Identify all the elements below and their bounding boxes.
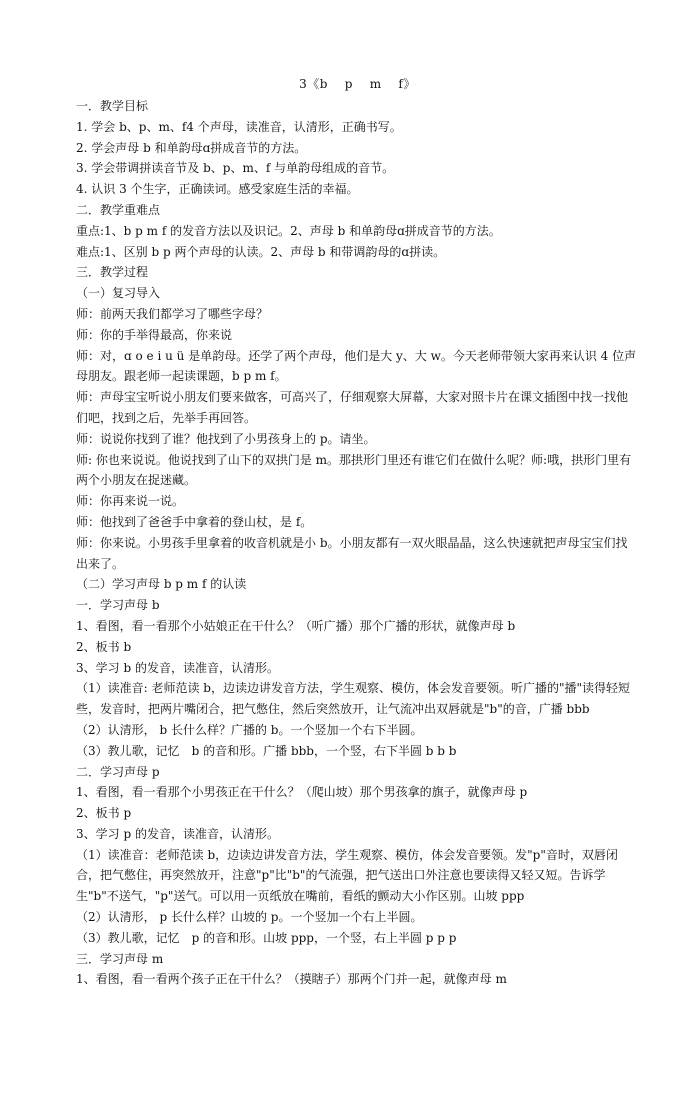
text-line: 三．教学过程 [76, 265, 149, 280]
text-line: 1、看图，看一看那个小男孩正在干什么？（爬山坡）那个男孩拿的旗子，就像声母 p [76, 785, 528, 800]
text-line: （一）复习导入 [76, 286, 161, 301]
document-title: 3《b p m f》 [299, 77, 416, 91]
text-line: 二．学习声母 p [76, 764, 160, 779]
text-line: 师：你来说。小男孩手里拿着的收音机就是小 b。小朋友都有一双火眼晶晶，这么快速就把声母宝宝们找出来了。 [76, 535, 628, 571]
text-line: 三．学习声母 m [76, 951, 164, 966]
text-line: （2）认清形， b 长什么样？广播的 b。一个竖加一个右下半圆。 [76, 722, 423, 737]
text-line: 2、板书 b [76, 639, 132, 654]
text-line: 1、看图，看一看那个小姑娘正在干什么？（听广播）那个广播的形状，就像声母 b [76, 618, 516, 633]
text-line: 重点:1、b p m f 的发音方法以及识记。2、声母 b 和单韵母ɑ拼成音节的方法。 [76, 223, 501, 238]
text-line: （3）教儿歌，记忆 b 的音和形。广播 bbb，一个竖，右下半圆 b b b [76, 743, 457, 758]
text-line: （二）学习声母 b p m f 的认读 [76, 577, 247, 592]
text-line: 3. 学会带调拼读音节及 b、p、m、f 与单韵母组成的音节。 [76, 161, 395, 176]
text-line: 一．学习声母 b [76, 598, 160, 613]
text-line: 2、板书 p [76, 806, 132, 821]
text-line: 师: 你也来说说。他说找到了山下的双拱门是 m。那拱形门里还有谁它们在做什么呢？师:哦，拱形门里有两个小朋友在捉迷藏。 [76, 452, 632, 488]
text-line: 2. 学会声母 b 和单韵母ɑ拼成音节的方法。 [76, 140, 307, 155]
text-line: （3）教儿歌，记忆 p 的音和形。山坡 ppp，一个竖，右上半圆 p p p [76, 930, 457, 945]
text-line: 4. 认识 3 个生字，正确读词。感受家庭生活的幸福。 [76, 182, 359, 197]
text-line: （1）读准音：老师范读 b，边读边讲发音方法，学生观察、模仿，体会发音要领。发"p"音时，双唇闭合，把气憋住，再突然放开，注意"p"比"b"的气流强，把气送出口外注意也要读得又轻又短。告诉学生"b"不送气，"p"送气。可以用一页纸放在嘴前，看纸的颤动大小作区别。山坡 ppp [76, 847, 618, 904]
text-line: 3、学习 p 的发音，读准音，认清形。 [76, 826, 279, 841]
text-line: 师：对，ɑ o e i u ü 是单韵母。还学了两个声母，他们是大 y、大 w。今天老师带领大家再来认识 4 位声母朋友。跟老师一起读课题，b p m f。 [76, 348, 637, 384]
text-line: （2）认清形， p 长什么样？山坡的 p。一个竖加一个右上半圆。 [76, 910, 423, 925]
text-line: 师：他找到了爸爸手中拿着的登山杖，是 f。 [76, 514, 313, 529]
text-line: 师：你再来说一说。 [76, 494, 185, 509]
text-line: 3、学习 b 的发音，读准音，认清形。 [76, 660, 279, 675]
text-line: 师：说说你找到了谁？他找到了小男孩身上的 p。请坐。 [76, 431, 376, 446]
text-line: 师：你的手举得最高，你来说 [76, 327, 233, 342]
text-line: 1. 学会 b、p、m、f4 个声母，读准音，认清形，正确书写。 [76, 119, 402, 134]
text-line: （1）读准音: 老师范读 b，边读边讲发音方法，学生观察、模仿，体会发音要领。听广播的"播"读得轻短些，发音时，把两片嘴闭合，把气憋住，然后突然放开，让气流冲出双唇就是"b"的音，广播 bbb [76, 681, 631, 717]
text-line: 师：声母宝宝听说小朋友们要来做客，可高兴了，仔细观察大屏幕，大家对照卡片在课文插图中找一找他们吧，找到之后，先举手再回答。 [76, 390, 629, 425]
text-line: 1、看图，看一看两个孩子正在干什么？（摸瞎子）那两个门并一起，就像声母 m [76, 972, 507, 987]
text-line: 难点:1、区别 b p 两个声母的认读。2、声母 b 和带调韵母的ɑ拼读。 [76, 244, 446, 259]
text-line: 一．教学目标 [76, 99, 149, 113]
text-line: 二．教学重难点 [76, 202, 161, 217]
document-body [76, 96, 639, 990]
text-line: 师：前两天我们都学习了哪些字母？ [76, 306, 269, 321]
